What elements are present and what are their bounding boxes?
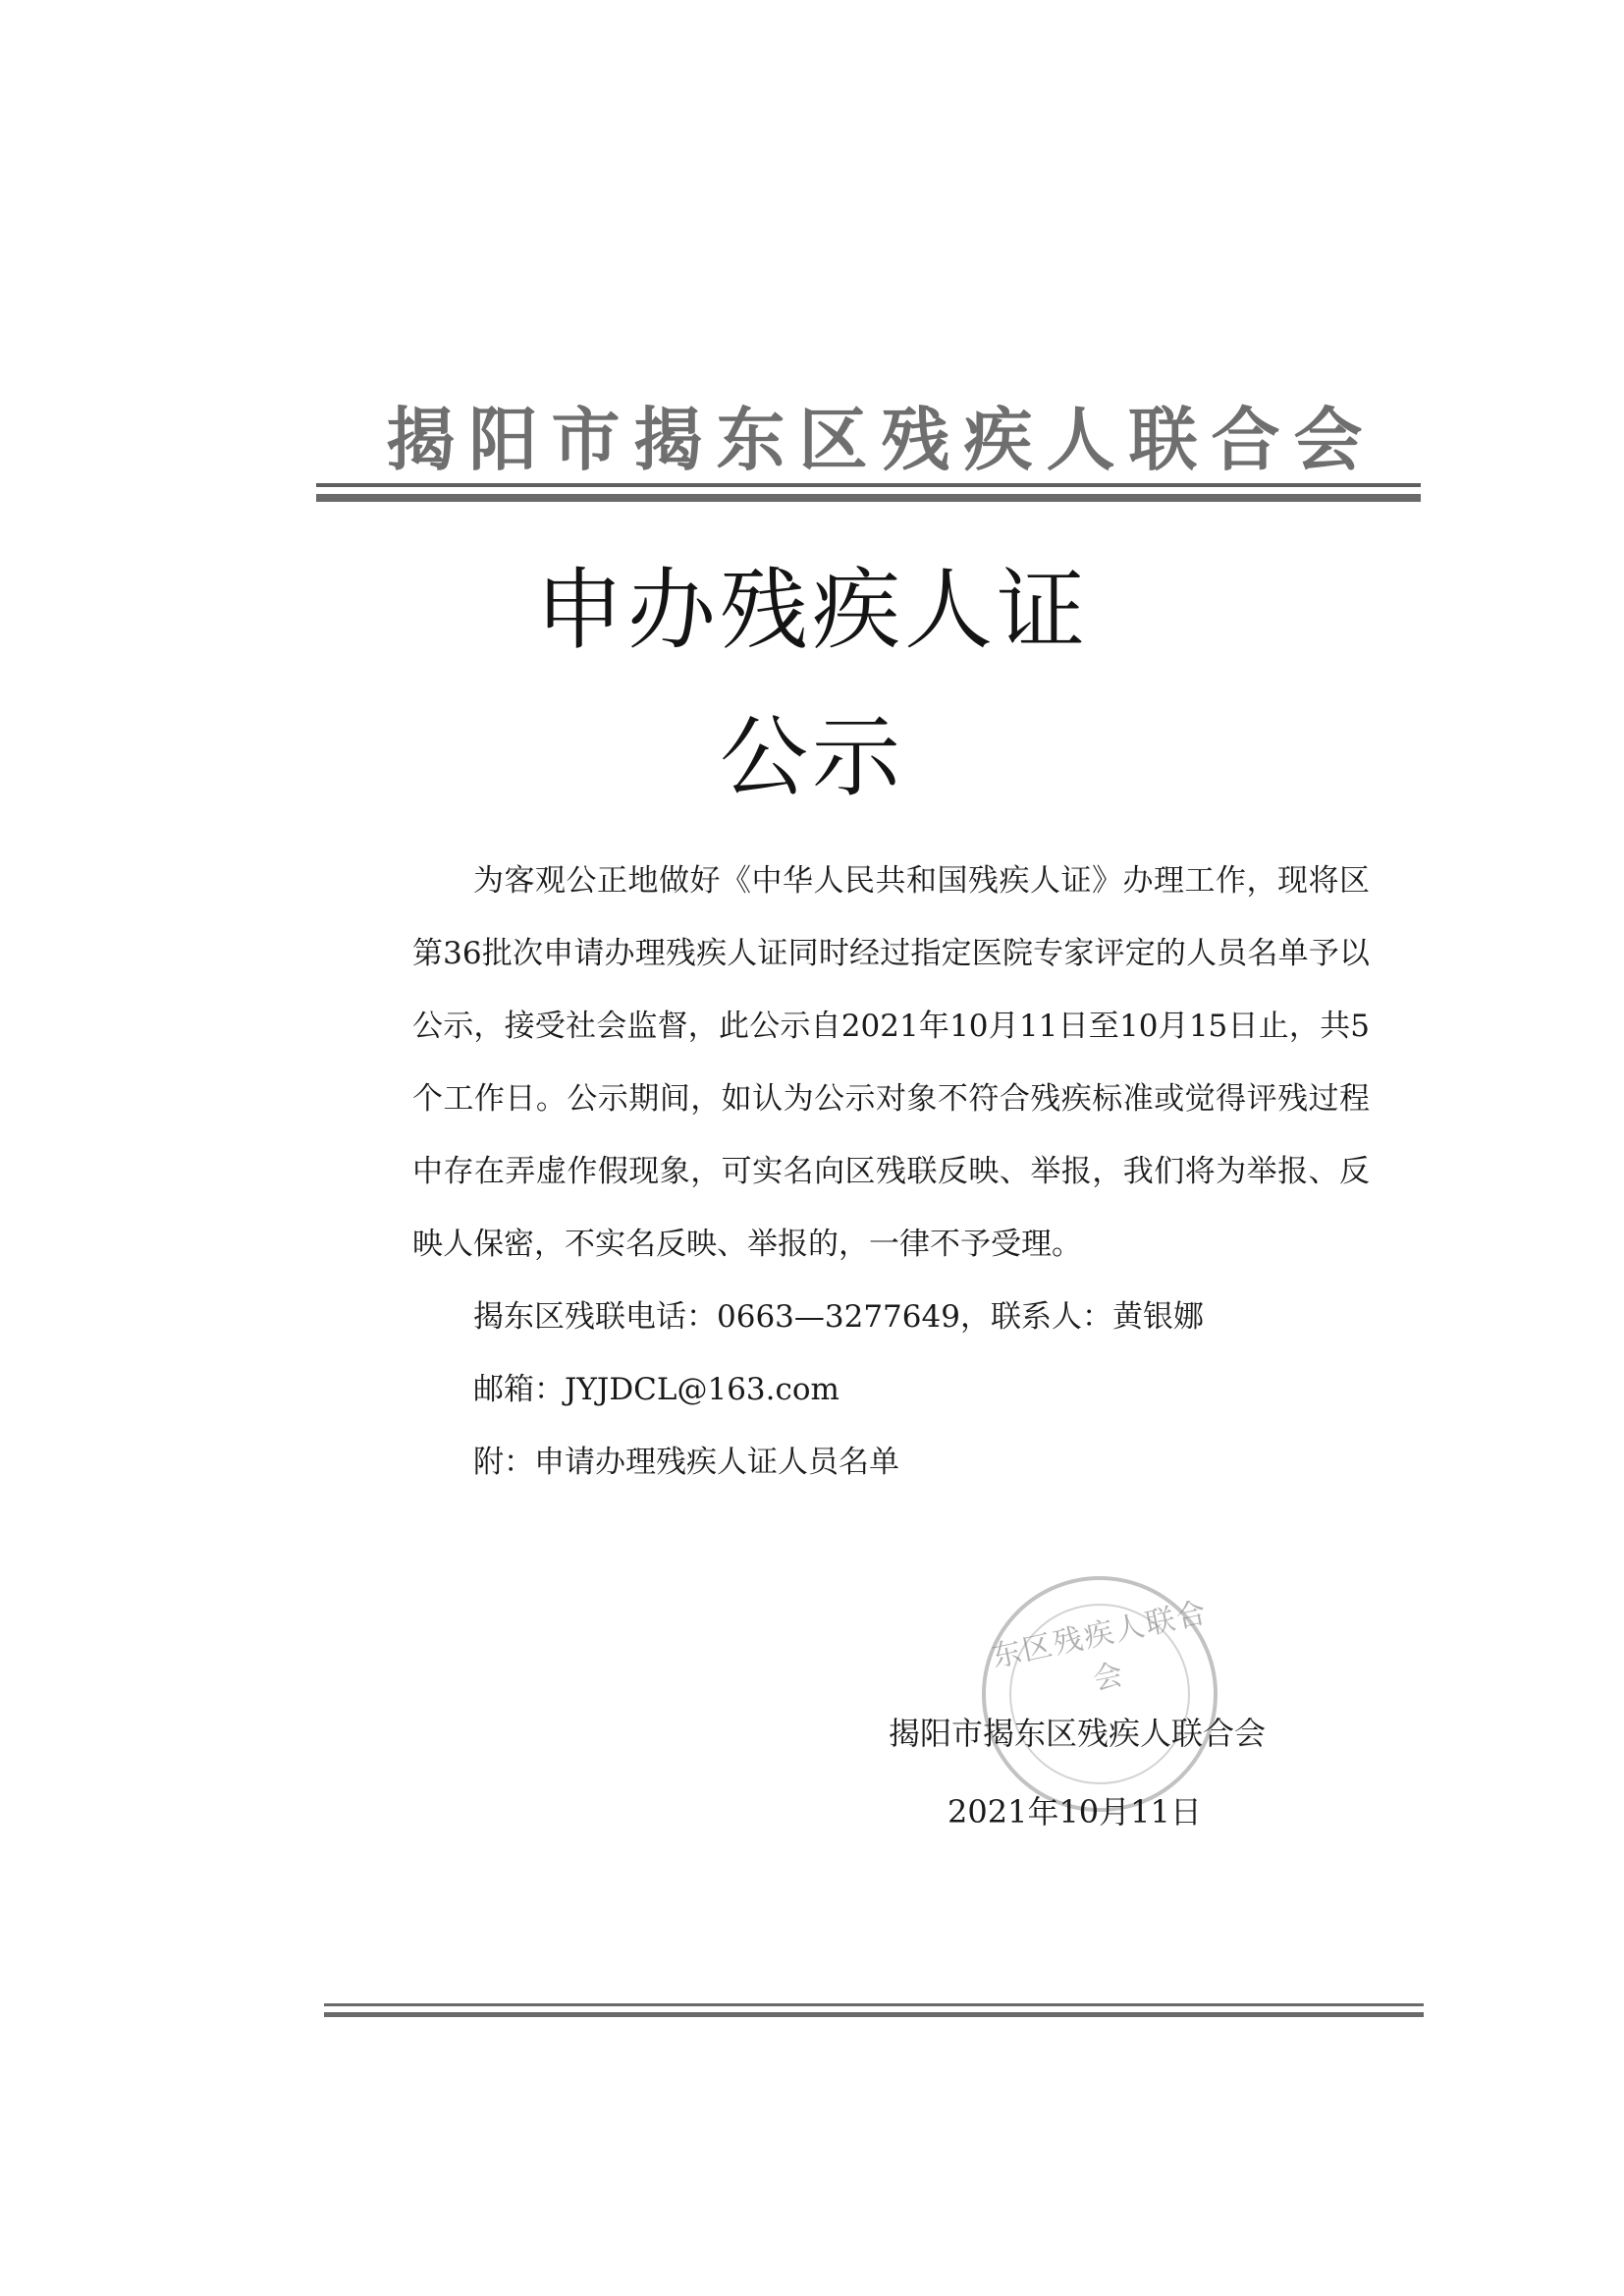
attachment-line: 附：申请办理残疾人证人员名单 xyxy=(473,1445,899,1480)
footer-rule-thick xyxy=(324,2012,1424,2017)
contact-line: 揭东区残联电话：0663—3277649，联系人：黄银娜 xyxy=(473,1299,1204,1335)
signature-organization: 揭阳市揭东区残疾人联合会 xyxy=(889,1715,1267,1752)
letterhead-rule-thick xyxy=(316,494,1421,502)
signature-date: 2021年10月11日 xyxy=(947,1793,1202,1831)
document-subtitle: 公示 xyxy=(720,706,904,809)
footer-rule-thin xyxy=(324,2003,1424,2006)
document-title: 申办残疾人证 xyxy=(535,559,1089,662)
email-line: 邮箱：JYJDCL@163.com xyxy=(473,1372,839,1407)
official-seal xyxy=(982,1576,1218,1812)
notice-body xyxy=(412,845,1370,1499)
official-seal-text: 东区残疾人联合会 xyxy=(988,1595,1212,1698)
body-paragraph: 为客观公正地做好《中华人民共和国残疾人证》办理工作，现将区第36批次申请办理残疾人证同时经过指定医院专家评定的人员名单予以公示，接受社会监督，此公示自2021年10月11日至10月15日止，共5个工作日。公示期间，如认为公示对象不符合残疾标准或觉得评残过程中存在弄虚作假现象，可实名向区残联反映、举报，我们将为举报、反映人保密，不实名反映、举报的，一律不予受理。 xyxy=(412,863,1370,1262)
letterhead: 揭阳市揭东区残疾人联合会 xyxy=(386,399,1377,480)
letterhead-rule-thin xyxy=(316,483,1421,487)
